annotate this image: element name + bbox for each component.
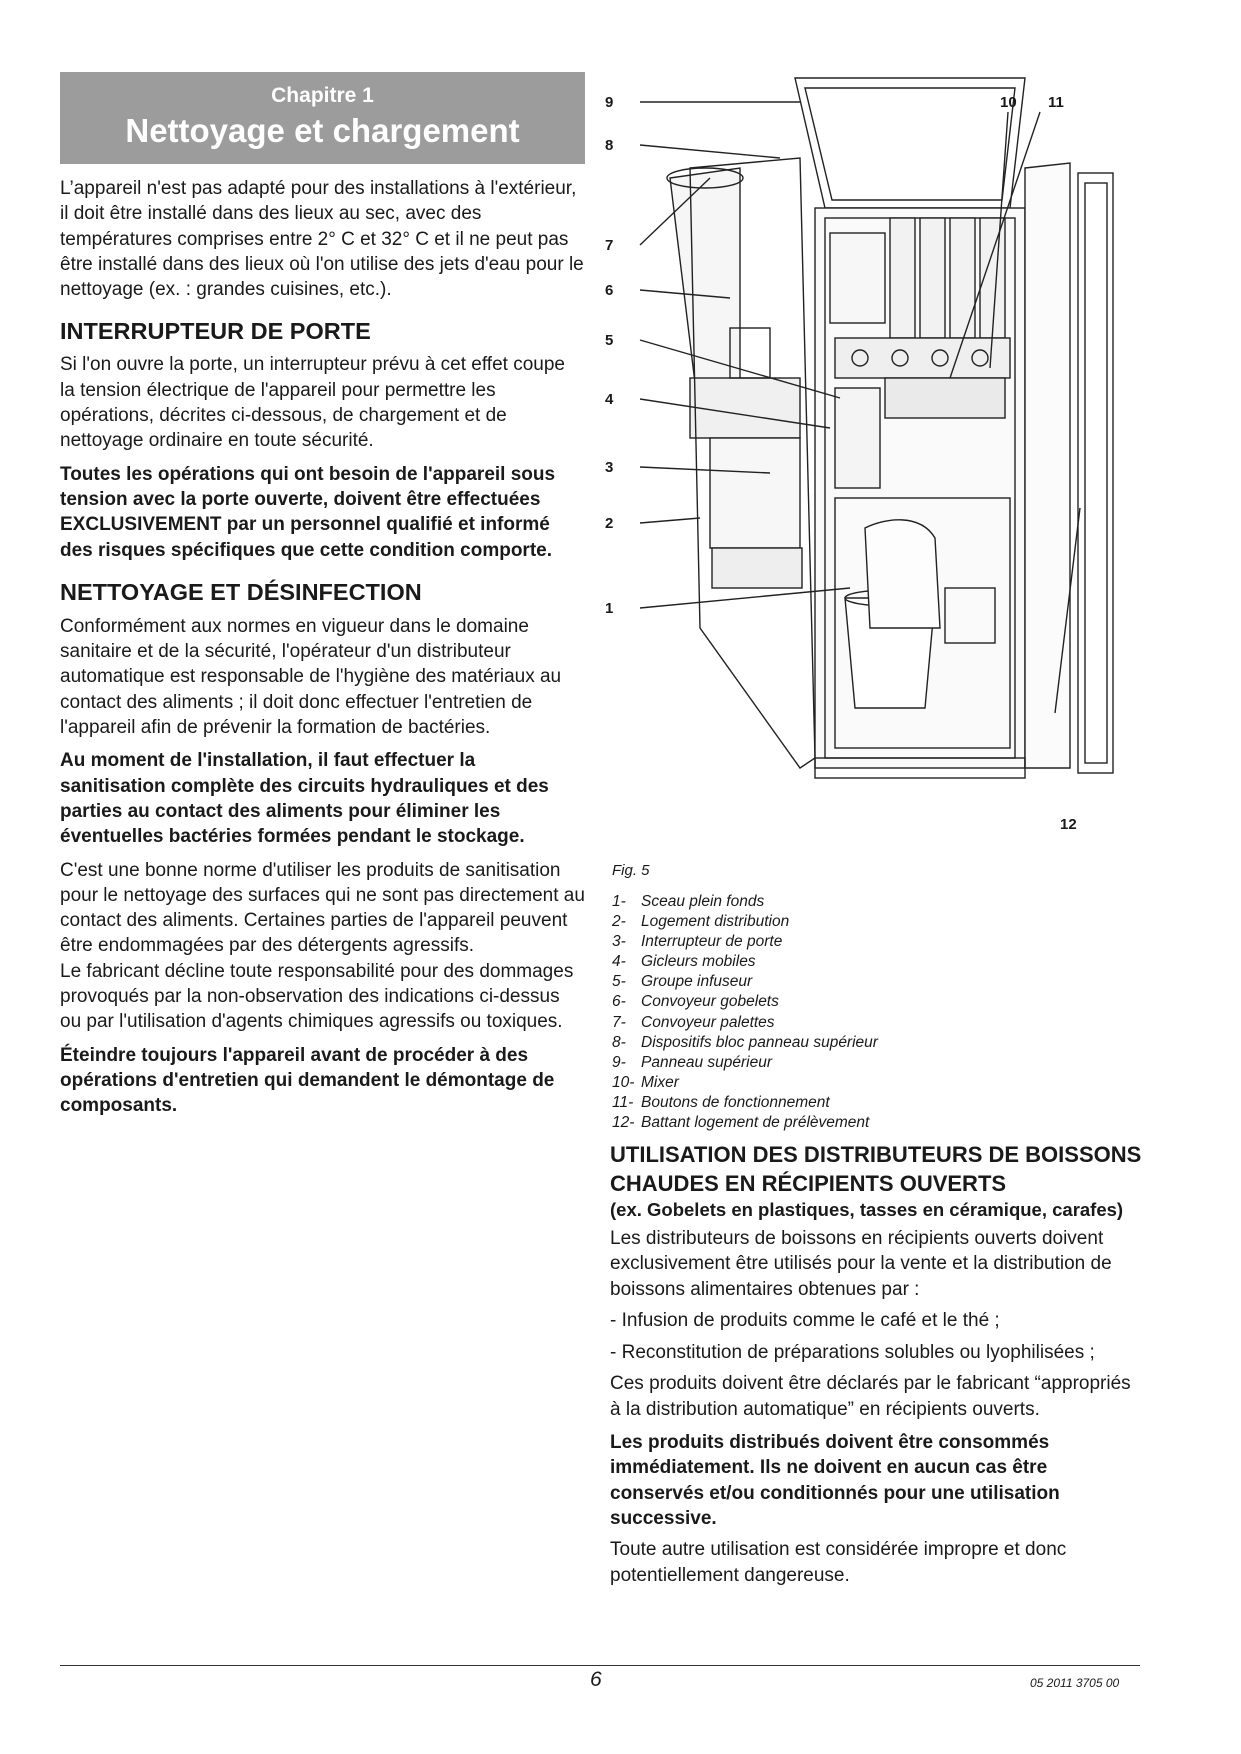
open-containers-subheading: (ex. Gobelets en plastiques, tasses en céramique, carafes) <box>610 1199 1124 1220</box>
callout-5: 5 <box>605 332 614 349</box>
machine-figure <box>600 68 1140 858</box>
footer-rule <box>60 1665 1140 1666</box>
callout-2: 2 <box>605 515 614 532</box>
left-column <box>60 72 585 1119</box>
callout-1: 1 <box>605 600 614 617</box>
callout-9: 9 <box>605 94 614 111</box>
cleaning-warning: Au moment de l'installation, il faut effectuer la sanitisation complète des circuits hydrauliques et des parties au contact des aliments pour éliminer les éventuelles bactéries formées pendant le stockage. <box>60 750 549 848</box>
legend-item: 7- Convoyeur palettes <box>612 1013 775 1031</box>
chapter-title: Nettoyage et chargement <box>125 112 520 149</box>
legend-item: 9- Panneau supérieur <box>612 1053 772 1071</box>
open-containers-list-item-2: - Reconstitution de préparations solubles ou lyophilisées ; <box>610 1342 1095 1364</box>
door-switch-paragraph: Si l'on ouvre la porte, un interrupteur prévu à cet effet coupe la tension électrique de l'appareil pour permettre les opérations, décrites ci-dessous, de chargement et de nettoyage ordinaire en toute sécurité. <box>60 354 565 452</box>
cleaning-paragraph-3: Le fabricant décline toute responsabilité pour des dommages provoqués par la non-observation des indications ci-dessus ou par l'utilisation d'agents chimiques agressifs ou toxiques. <box>60 960 574 1033</box>
legend-item: 6- Convoyeur gobelets <box>612 993 779 1011</box>
door-switch-warning: Toutes les opérations qui ont besoin de l'appareil sous tension avec la porte ouverte, doivent être effectuées EXCLUSIVEMENT par un personnel qualifié et informé des risques spécifiques que cette condition comporte. <box>60 463 556 561</box>
legend-item: 10- Mixer <box>612 1073 679 1091</box>
vending-machine-drawing <box>600 68 1140 858</box>
open-containers-section <box>610 1140 1142 1588</box>
cleaning-paragraph-2: C'est une bonne norme d'utiliser les produits de sanitisation pour le nettoyage des surfaces qui ne sont pas directement au contact des aliments. Certaines parties de l'appareil peuvent être endommagées par des détergents agressifs. <box>60 859 585 957</box>
cleaning-paragraph-1: Conformément aux normes en vigueur dans le domaine sanitaire et de la sécurité, l'opérateur d'un distributeur automatique est responsable de l'hygiène des matériaux au contact des aliments ; il doit donc effectuer l'entretien de l'appareil afin de prévenir la formation de bactéries. <box>60 615 562 739</box>
legend-item: 8- Dispositifs bloc panneau supérieur <box>612 1033 878 1051</box>
legend-item: 5- Groupe infuseur <box>612 973 753 991</box>
legend-item: 1- Sceau plein fonds <box>612 893 765 910</box>
legend-item: 11- Boutons de fonctionnement <box>612 1093 830 1111</box>
figure-caption: Fig. 5 <box>612 862 650 879</box>
open-containers-paragraph-2: Ces produits doivent être déclarés par le fabricant “appropriés à la distribution automatique” en récipients ouverts. <box>610 1373 1131 1420</box>
callout-11: 11 <box>1048 94 1064 111</box>
callout-7: 7 <box>605 237 614 254</box>
door-switch-heading: INTERRUPTEUR DE PORTE <box>60 318 371 345</box>
callout-3: 3 <box>605 459 614 476</box>
callout-10: 10 <box>1000 94 1017 111</box>
intro-paragraph: L’appareil n'est pas adapté pour des installations à l'extérieur, il doit être installé dans des lieux au sec, avec des températures comprises entre 2° C et 32° C et il ne peut pas être installé dans des lieux où l'on utilise des jets d'eau pour le nettoyage (ex. : grandes cuisines, etc.). <box>60 178 584 301</box>
callout-4: 4 <box>605 391 614 408</box>
open-containers-paragraph-3: Toute autre utilisation est considérée impropre et donc potentiellement dangereuse. <box>610 1539 1067 1586</box>
open-containers-paragraph-1: Les distributeurs de boissons en récipients ouverts doivent exclusivement être utilisés pour la vente et la distribution de boissons alimentaires obtenues par : <box>610 1228 1112 1300</box>
legend-item: 3- Interrupteur de porte <box>612 933 783 951</box>
callout-12: 12 <box>1060 816 1077 833</box>
chapter-number: Chapitre 1 <box>271 84 374 107</box>
legend-item: 2- Logement distribution <box>612 913 790 931</box>
open-containers-heading: UTILISATION DES DISTRIBUTEURS DE BOISSONS CHAUDES EN RÉCIPIENTS OUVERTS <box>610 1142 1142 1196</box>
legend-item: 4- Gicleurs mobiles <box>612 953 756 971</box>
callout-8: 8 <box>605 137 614 154</box>
open-containers-warning: Les produits distribués doivent être consommés immédiatement. Ils ne doivent en aucun cas être conservés et/ou conditionnés pour une utilisation successive. <box>610 1432 1060 1529</box>
cleaning-shutdown-note: Éteindre toujours l'appareil avant de procéder à des opérations d'entretien qui demandent le démontage de composants. <box>60 1044 555 1117</box>
chapter-banner <box>60 72 585 164</box>
figure-legend <box>612 892 878 1133</box>
document-code: 05 2011 3705 00 <box>1030 1676 1120 1690</box>
legend-item: 12- Battant logement de prélèvement <box>612 1114 870 1132</box>
open-containers-list-item-1: - Infusion de produits comme le café et le thé ; <box>610 1309 1000 1331</box>
callout-6: 6 <box>605 282 614 299</box>
page-number: 6 <box>590 1668 602 1691</box>
cleaning-heading: NETTOYAGE ET DÉSINFECTION <box>60 578 422 605</box>
